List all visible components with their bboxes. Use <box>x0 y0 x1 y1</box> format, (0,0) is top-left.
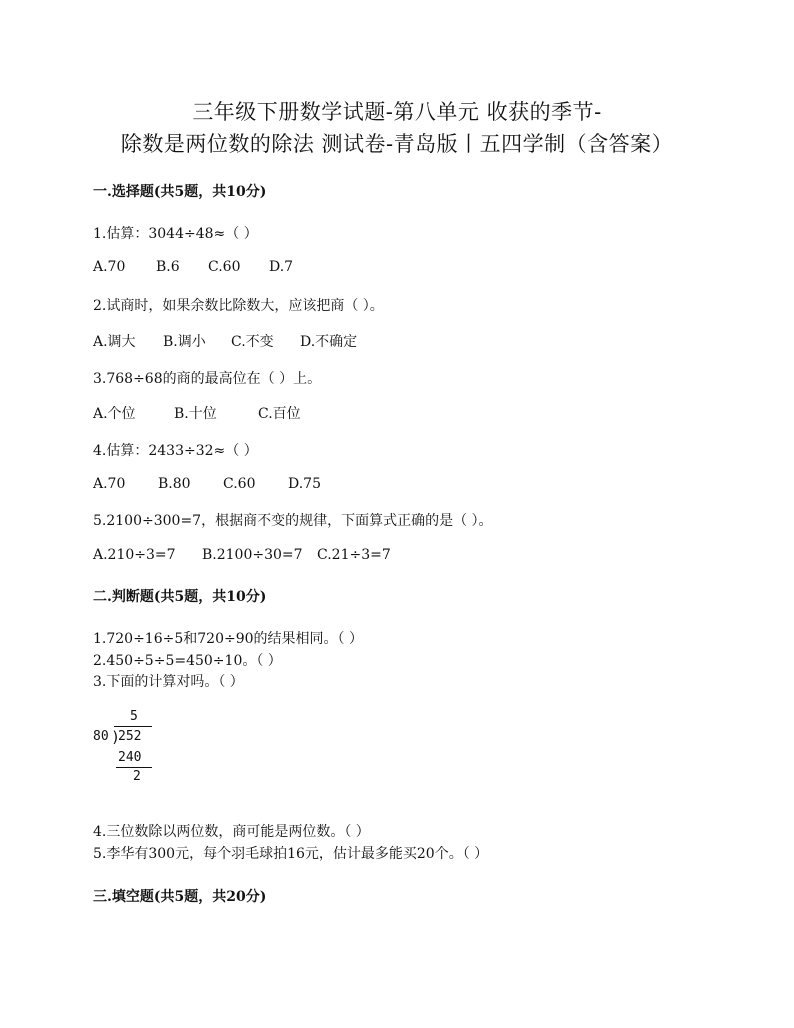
judge-question-2: 2.450÷5÷5=450÷10。（ ） <box>93 653 282 669</box>
judge-question-1: 1.720÷16÷5和720÷90的结果相同。（ ） <box>93 631 363 647</box>
option-c: C.百位 <box>258 406 301 422</box>
option-d: D.75 <box>288 476 321 492</box>
dividend: 252 <box>118 729 142 744</box>
question-2: 2.试商时，如果余数比除数大，应该把商（ ）。 <box>93 298 384 314</box>
question-5: 5.2100÷300=7，根据商不变的规律，下面算式正确的是（ ）。 <box>93 513 493 529</box>
question-5-options <box>93 547 391 563</box>
option-b: B.2100÷30=7 <box>202 547 303 563</box>
divisor: 80 <box>93 729 109 744</box>
option-b: B.调小 <box>163 334 206 350</box>
judge-question-4: 4.三位数除以两位数，商可能是两位数。（ ） <box>93 824 370 840</box>
question-1-options <box>93 259 293 275</box>
section1-heading: 一.选择题(共5题，共10分) <box>93 184 267 200</box>
option-a: A.210÷3=7 <box>93 547 176 563</box>
option-d: D.不确定 <box>300 334 358 350</box>
option-a: A.70 <box>93 476 126 492</box>
option-a: A.70 <box>93 259 126 275</box>
judge-question-5: 5.李华有300元，每个羽毛球拍16元，估计最多能买20个。（ ） <box>93 846 489 862</box>
option-c: C.60 <box>223 476 256 492</box>
question-1: 1.估算：3044÷48≈（ ） <box>93 226 258 242</box>
doc-title-line1: 三年级下册数学试题-第八单元 收获的季节- <box>192 100 602 124</box>
section2-heading: 二.判断题(共5题，共10分) <box>93 589 267 605</box>
section3-heading: 三.填空题(共5题，共20分) <box>93 889 267 905</box>
question-3-options <box>93 403 301 423</box>
quotient: 5 <box>130 709 138 724</box>
subtraction-line <box>116 767 152 768</box>
question-3: 3.768÷68的商的最高位在（ ）上。 <box>93 371 322 387</box>
option-b: B.80 <box>158 476 191 492</box>
division-bracket: ) <box>111 728 121 746</box>
option-c: C.21÷3=7 <box>317 547 391 563</box>
option-c: C.60 <box>208 259 241 275</box>
option-d: D.7 <box>269 259 294 275</box>
option-a: A.调大 <box>93 334 136 350</box>
division-bar <box>114 726 152 727</box>
doc-title-line2: 除数是两位数的除法 测试卷-青岛版丨五四学制（含答案） <box>120 132 674 156</box>
judge-question-3: 3.下面的计算对吗。（ ） <box>93 674 244 690</box>
remainder: 2 <box>133 769 141 784</box>
long-division-figure <box>88 706 168 790</box>
option-b: B.十位 <box>174 406 217 422</box>
option-c: C.不变 <box>231 334 274 350</box>
question-4: 4.估算：2433÷32≈（ ） <box>93 443 258 459</box>
option-b: B.6 <box>156 259 180 275</box>
question-4-options <box>93 476 321 492</box>
question-2-options <box>93 331 357 351</box>
option-a: A.个位 <box>93 406 136 422</box>
product: 240 <box>118 750 142 765</box>
